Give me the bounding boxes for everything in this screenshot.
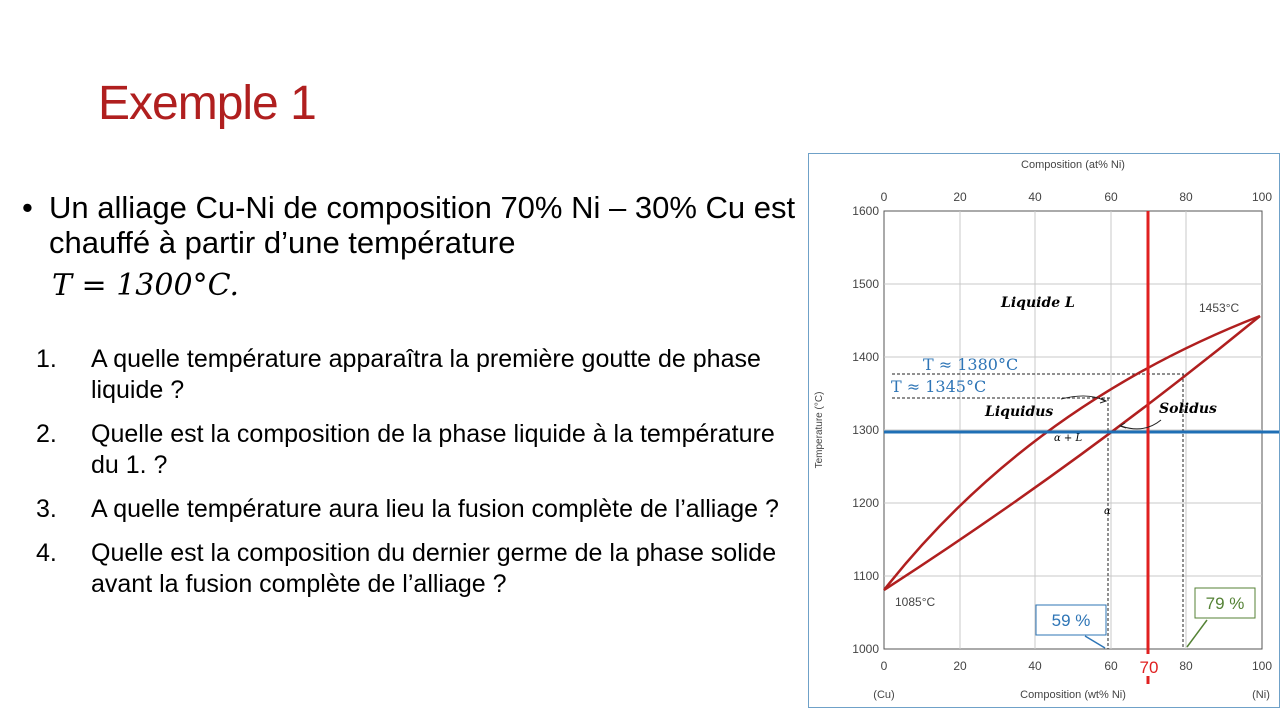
bottom-tick: 80 bbox=[1179, 659, 1193, 673]
y-tick: 1000 bbox=[852, 642, 879, 656]
liquid-region-label: Liquide L bbox=[1001, 295, 1075, 311]
question-item bbox=[36, 419, 796, 481]
top-axis-label: Composition (at% Ni) bbox=[1021, 159, 1125, 171]
temp-annotation-1380: T ≈ 1380°C bbox=[923, 355, 1019, 374]
top-tick: 80 bbox=[1179, 190, 1193, 204]
cu-melting-label: 1085°C bbox=[895, 595, 936, 609]
bottom-tick: 100 bbox=[1251, 659, 1273, 673]
bottom-tick: 20 bbox=[953, 659, 967, 673]
bottom-tick: 40 bbox=[1028, 659, 1042, 673]
y-tick: 1500 bbox=[852, 277, 879, 291]
bottom-axis-label: Composition (wt% Ni) bbox=[1020, 689, 1126, 701]
question-item bbox=[36, 344, 796, 406]
solidus-label: Solidus bbox=[1159, 401, 1217, 417]
question-item bbox=[36, 538, 796, 600]
question-number: 4. bbox=[36, 539, 57, 567]
question-list bbox=[36, 344, 796, 613]
question-number: 2. bbox=[36, 420, 57, 448]
question-text: Quelle est la composition de la phase liquide à la température du 1. ? bbox=[91, 420, 775, 479]
temp-annotation-1345: T ≈ 1345°C bbox=[891, 377, 987, 396]
question-number: 3. bbox=[36, 495, 57, 523]
question-text: Quelle est la composition du dernier germe de la phase solide avant la fusion complète de l’alliage ? bbox=[91, 539, 777, 598]
top-tick: 100 bbox=[1251, 190, 1273, 204]
bottom-tick: 60 bbox=[1104, 659, 1118, 673]
slide-title: Exemple 1 bbox=[98, 77, 316, 130]
top-tick: 40 bbox=[1028, 190, 1042, 204]
y-tick: 1600 bbox=[852, 204, 879, 218]
bottom-tick: 0 bbox=[880, 659, 888, 673]
top-tick: 60 bbox=[1104, 190, 1118, 204]
composition-70-label: 70 bbox=[1139, 658, 1159, 677]
ni-melting-label: 1453°C bbox=[1199, 301, 1240, 315]
annotation-79: 79 % bbox=[1205, 594, 1245, 613]
phase-diagram bbox=[808, 153, 1280, 708]
y-tick: 1200 bbox=[852, 496, 879, 510]
cu-end-label: (Cu) bbox=[873, 689, 895, 701]
ni-end-label: (Ni) bbox=[1252, 689, 1270, 701]
y-tick: 1100 bbox=[853, 569, 879, 583]
bullet-dot: • bbox=[22, 190, 33, 225]
temperature-formula: T = 1300°C. bbox=[52, 268, 239, 303]
y-tick: 1300 bbox=[852, 423, 879, 437]
question-text: A quelle température aura lieu la fusion complète de l’alliage ? bbox=[91, 495, 779, 523]
top-tick: 20 bbox=[953, 190, 967, 204]
top-tick: 0 bbox=[880, 190, 888, 204]
y-axis-label: Temperature (°C) bbox=[814, 391, 825, 469]
question-text: A quelle température apparaîtra la première goutte de phase liquide ? bbox=[91, 345, 761, 404]
question-number: 1. bbox=[36, 345, 57, 373]
intro-text: Un alliage Cu-Ni de composition 70% Ni – 30% Cu est chauffé à partir d’une température bbox=[49, 190, 796, 260]
question-item bbox=[36, 494, 796, 525]
annotation-59: 59 % bbox=[1051, 611, 1091, 630]
liquidus-label: Liquidus bbox=[985, 404, 1054, 420]
alpha-label: α bbox=[1104, 506, 1111, 517]
y-tick: 1400 bbox=[852, 350, 879, 364]
two-phase-label: α + L bbox=[1054, 433, 1083, 444]
